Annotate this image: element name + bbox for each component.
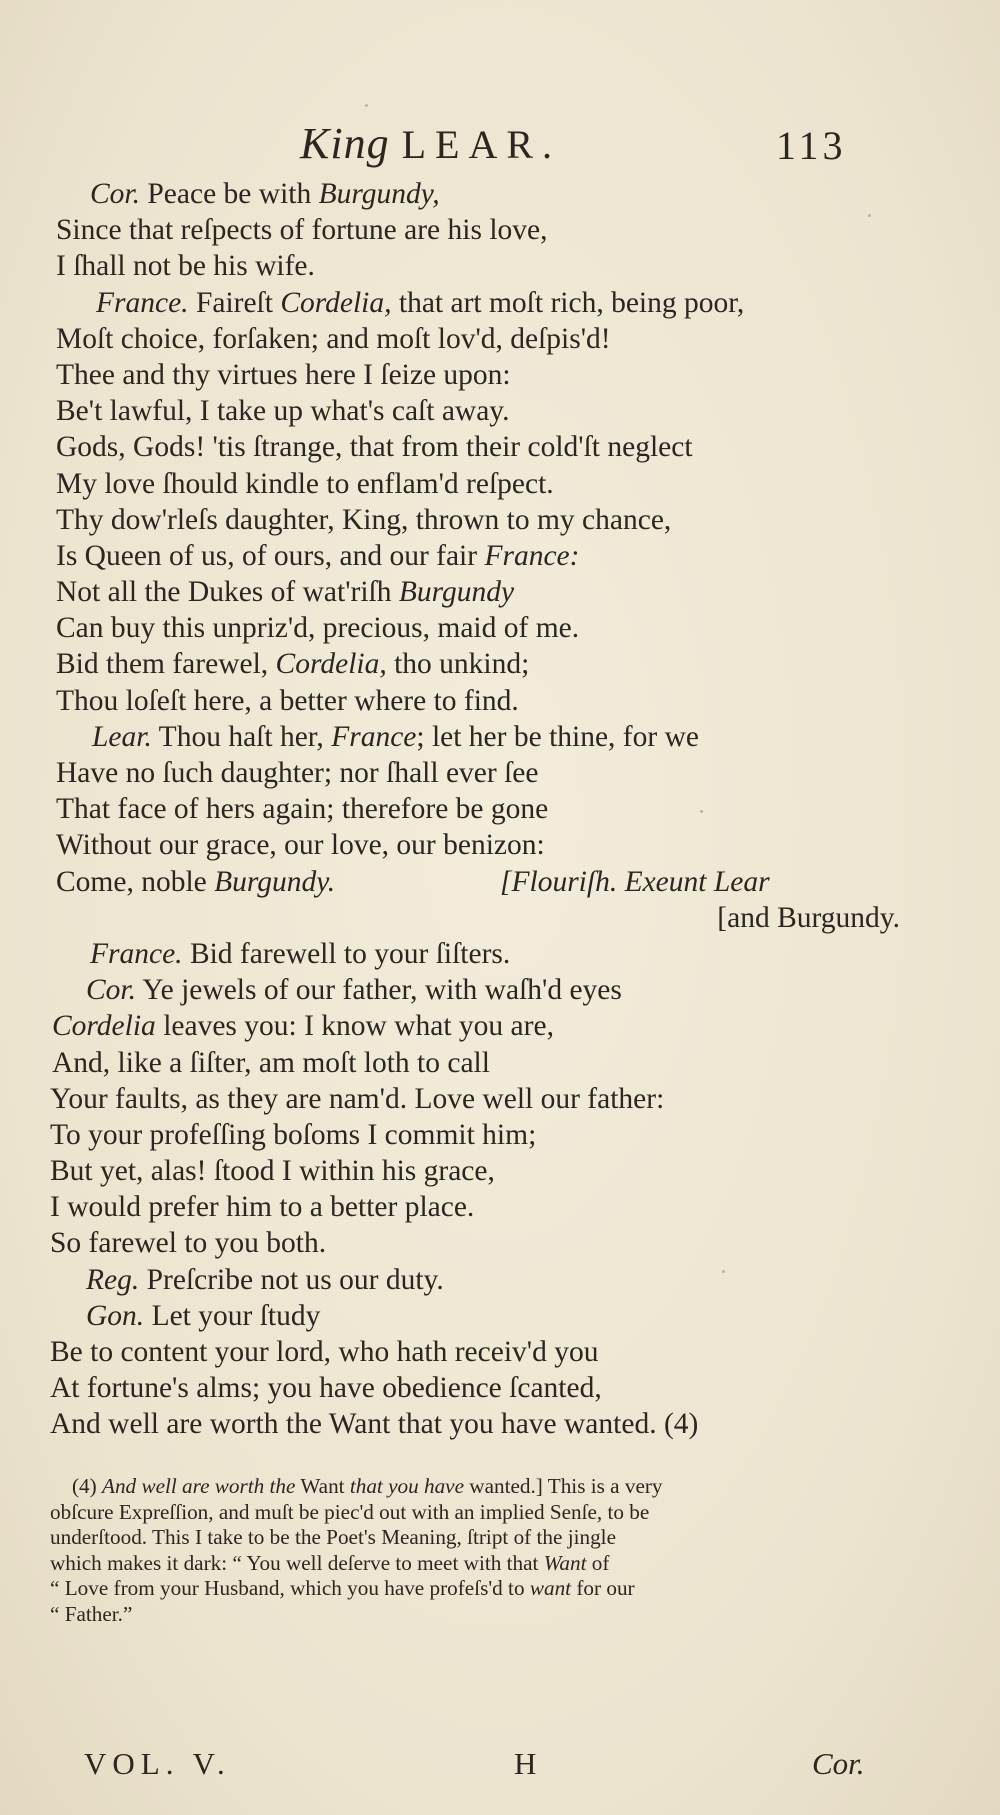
verse-text-span: Thy dow'rleſs daughter, King, thrown to my chance,: [56, 503, 672, 536]
verse-text-span: And well are worth the Want that you have wanted. (4): [50, 1408, 699, 1441]
verse-line: [0, 1406, 1000, 1442]
verse-line: [0, 1117, 1000, 1153]
verse-line: [0, 900, 1000, 936]
verse-line: [0, 248, 1000, 284]
footnote-line: [50, 1474, 872, 1500]
footnote-marker: (4): [72, 1474, 97, 1498]
footnote-text: for our: [576, 1576, 635, 1600]
footnote-line: [50, 1576, 872, 1602]
verse-line: [0, 791, 1000, 827]
verse-line: [0, 285, 1000, 321]
italic-name: France:: [484, 539, 580, 572]
verse-text-span: At fortune's alms; you have obedience ſcanted,: [50, 1372, 602, 1405]
verse-line: [0, 1334, 1000, 1370]
running-title-king: King: [300, 119, 390, 168]
verse-line: [0, 755, 1000, 791]
verse-text-span: So farewel to you both.: [50, 1227, 327, 1260]
verse-text-span: Ye jewels of our father, with waſh'd eyes: [136, 974, 622, 1007]
verse-line: [0, 176, 1000, 212]
footnote-quote-end: wanted.]: [469, 1474, 543, 1498]
page-header: [0, 118, 1000, 178]
stage-direction: [and Burgundy.: [717, 901, 900, 934]
verse-text-span: Thou loſeſt here, a better where to find.: [56, 684, 519, 717]
speaker-name: Cor.: [90, 178, 141, 210]
speaker-name: France.: [90, 937, 183, 970]
verse-line: [0, 1008, 1000, 1044]
footnote-italic-word: Want: [543, 1550, 587, 1575]
footnote-italic-word: want: [529, 1576, 572, 1600]
footnote-quote-italic-2: that you have: [349, 1474, 464, 1498]
verse-text-span: Preſcribe not us our duty.: [139, 1263, 444, 1296]
verse-line: [0, 1370, 1000, 1406]
footnote-quote-italic: And well are worth the: [102, 1474, 296, 1498]
verse-text-span: Be't lawful, I take up what's caſt away.: [56, 395, 510, 428]
footnote-line: obſcure Expreſſion, and muſt be piec'd out with an implied Senſe, to be: [50, 1499, 650, 1524]
page-number: 113: [776, 123, 847, 168]
verse-text-span: Your faults, as they are nam'd. Love well our father:: [50, 1082, 665, 1115]
verse-text-span: ; let her be thine, for we: [416, 720, 699, 753]
verse-text-span: Bid them farewel,: [56, 648, 276, 681]
verse-line: [0, 610, 1000, 646]
speaker-name: France.: [96, 286, 189, 319]
verse-line: [0, 212, 1000, 248]
running-title: [300, 118, 561, 169]
footnote-text: which makes it dark: “ You well deſerve to meet with that: [50, 1550, 539, 1575]
italic-name: Cordelia: [52, 1010, 156, 1043]
verse-text-span: I ſhall not be his wife.: [56, 250, 315, 283]
footnote-quote-word: Want: [300, 1474, 345, 1498]
verse-line: [0, 538, 1000, 574]
verse-line: [0, 429, 1000, 465]
verse-text-span: Let your ſtudy: [144, 1299, 321, 1332]
verse-text-span: To your profeſſing boſoms I commit him;: [50, 1118, 537, 1151]
italic-name: Cordelia,: [280, 286, 392, 319]
verse-text-span: Without our grace, our love, our benizon:: [56, 829, 545, 862]
verse-line: [0, 972, 1000, 1008]
verse-text-span: tho unkind;: [386, 648, 530, 681]
verse-line: [0, 1225, 1000, 1261]
verse-line: [0, 936, 1000, 972]
verse-text-span: Since that reſpects of fortune are his love,: [56, 214, 548, 247]
verse-line: [0, 1153, 1000, 1189]
verse-text-span: Have no ſuch daughter; nor ſhall ever ſee: [56, 757, 539, 789]
paper-speck: [700, 810, 703, 813]
verse-text-span: that art moſt rich, being poor,: [391, 286, 745, 319]
footnote-line: “ Father.”: [50, 1601, 133, 1626]
paper-speck: [868, 214, 871, 217]
verse-line: [0, 719, 1000, 755]
volume-mark: VOL. V.: [84, 1746, 231, 1781]
verse-line: [0, 827, 1000, 863]
verse-text: [0, 176, 1000, 1443]
verse-line: [0, 1045, 1000, 1081]
verse-text-span: My love ſhould kindle to enflam'd reſpect.: [56, 467, 554, 500]
paper-speck: [722, 1270, 725, 1273]
verse-text-span: That face of hers again; therefore be gone: [56, 793, 549, 826]
italic-name: Burgundy,: [318, 178, 440, 210]
verse-line: [0, 393, 1000, 429]
verse-text-span: Faireſt: [188, 286, 281, 319]
footnote-line: [50, 1551, 872, 1577]
verse-line: [0, 574, 1000, 610]
italic-name: Burgundy.: [214, 865, 336, 898]
verse-line: [0, 1298, 1000, 1334]
verse-text-span: Thou haſt her,: [151, 720, 332, 753]
footnote-text: “ Love from your Husband, which you have profeſs'd to: [50, 1576, 525, 1600]
verse-text-span: Bid farewell to your ſiſters.: [182, 937, 511, 970]
italic-name: Cordelia,: [275, 648, 387, 681]
verse-line: [0, 357, 1000, 393]
verse-line: [0, 1081, 1000, 1117]
catchword: Cor.: [812, 1746, 865, 1781]
verse-text-span: Can buy this unpriz'd, precious, maid of me.: [56, 612, 580, 645]
verse-text-span: Thee and thy virtues here I ſeize upon:: [56, 358, 511, 391]
speaker-name: Reg.: [86, 1263, 140, 1296]
running-title-lear: LEAR.: [401, 122, 562, 167]
verse-line: [0, 864, 1000, 900]
page-footer: [0, 1746, 1000, 1786]
verse-line: [0, 502, 1000, 538]
paper-speck: [365, 104, 368, 107]
speaker-name: Lear.: [92, 720, 152, 753]
verse-line: [0, 466, 1000, 502]
verse-text-span: Is Queen of us, of ours, and our fair: [56, 539, 485, 572]
verse-text-span: Come, noble: [56, 865, 215, 898]
speaker-name: Cor.: [86, 974, 137, 1007]
signature-mark: H: [514, 1746, 537, 1781]
verse-line: [0, 1189, 1000, 1225]
verse-text-span: I would prefer him to a better place.: [50, 1191, 475, 1224]
footnote: [50, 1474, 872, 1627]
verse-text-span: leaves you: I know what you are,: [155, 1010, 554, 1043]
footnote-text: of: [591, 1550, 610, 1575]
verse-text-span: Peace be with: [140, 178, 319, 210]
verse-text-span: Moſt choice, forſaken; and moſt lov'd, deſpis'd!: [56, 322, 611, 355]
footnote-line: underſtood. This I take to be the Poet's Meaning, ſtript of the jingle: [50, 1525, 616, 1549]
verse-line: [0, 1262, 1000, 1298]
verse-line: [0, 646, 1000, 682]
italic-name: Burgundy: [398, 576, 515, 609]
verse-text-span: Not all the Dukes of wat'riſh: [56, 576, 399, 609]
verse-text-span: And, like a ſiſter, am moſt loth to call: [52, 1046, 490, 1079]
verse-text-span: But yet, alas! ſtood I within his grace,: [50, 1155, 495, 1188]
speaker-name: Gon.: [86, 1299, 145, 1332]
footnote-text: This is a very: [547, 1474, 663, 1498]
italic-name: France: [331, 720, 417, 753]
verse-text-span: Be to content your lord, who hath receiv'd you: [50, 1336, 599, 1368]
verse-line: [0, 683, 1000, 719]
verse-text-span: Gods, Gods! 'tis ſtrange, that from their cold'ſt neglect: [56, 431, 693, 464]
verse-line: [0, 321, 1000, 357]
stage-direction: [Flouriſh. Exeunt Lear: [500, 865, 770, 898]
